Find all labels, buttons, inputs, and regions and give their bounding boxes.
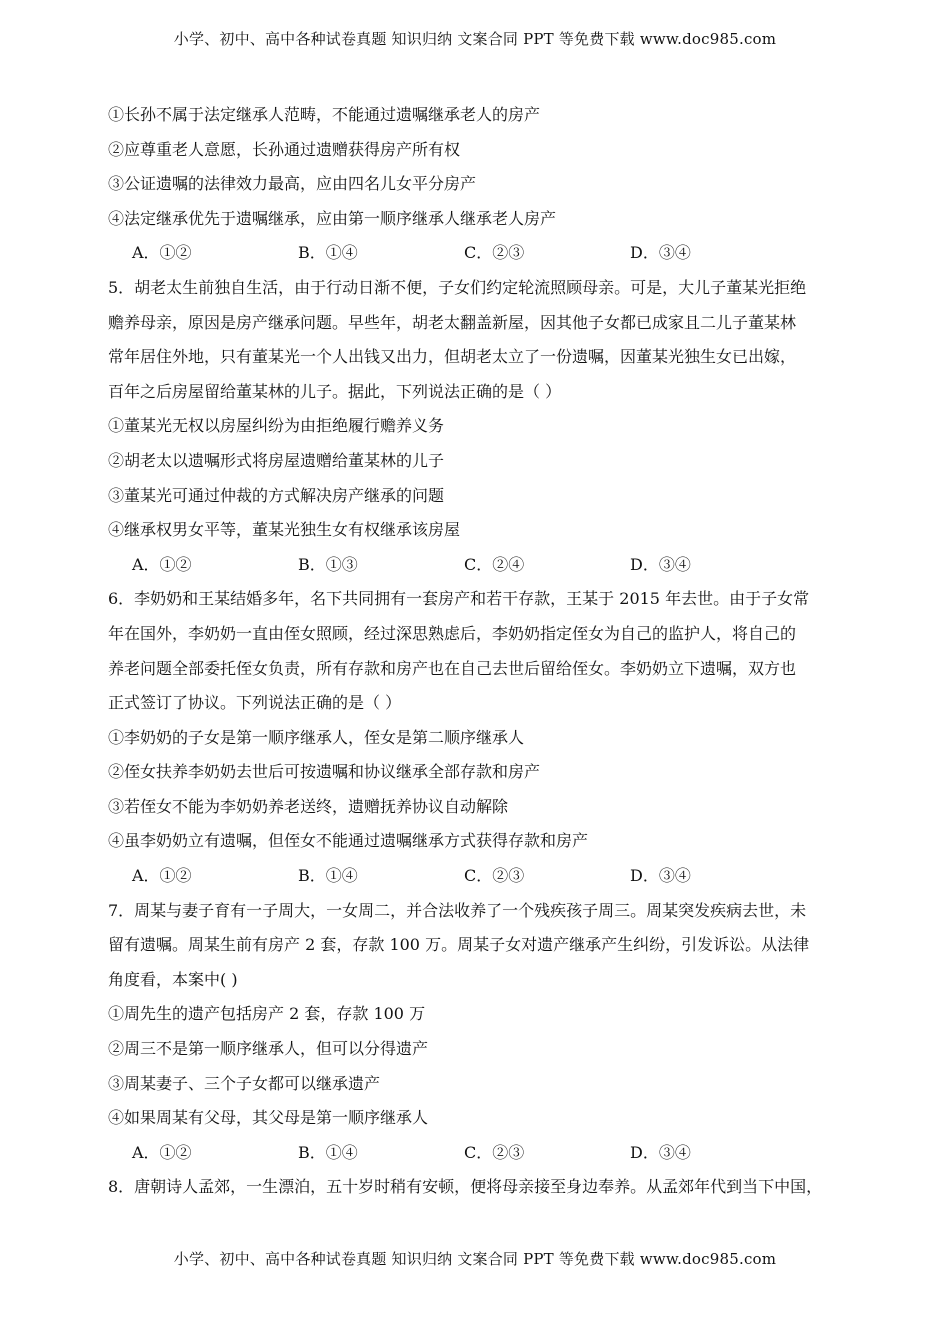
q7-item-1: ①周先生的遗产包括房产 2 套，存款 100 万 — [108, 1004, 426, 1024]
q4-item-3: ③公证遗嘱的法律效力最高，应由四名儿女平分房产 — [108, 174, 477, 194]
q6-option-a: A．①② — [132, 866, 192, 886]
q5-stem-line-4: 百年之后房屋留给董某林的儿子。据此，下列说法正确的是（ ） — [108, 381, 562, 401]
q7-item-4: ④如果周某有父母，其父母是第一顺序继承人 — [108, 1108, 429, 1128]
q5-option-d: D．③④ — [630, 554, 691, 574]
q4-option-c: C．②③ — [464, 243, 525, 263]
q5-item-4: ④继承权男女平等，董某光独生女有权继承该房屋 — [108, 520, 461, 540]
q7-option-a: A．①② — [132, 1142, 192, 1162]
q6-options — [108, 859, 853, 894]
q4-options — [108, 236, 853, 271]
q7-option-d: D．③④ — [630, 1142, 691, 1162]
q6-item-4: ④虽李奶奶立有遗嘱，但侄女不能通过遗嘱继承方式获得存款和房产 — [108, 831, 589, 851]
q6-stem-line-2: 年在国外，李奶奶一直由侄女照顾，经过深思熟虑后，李奶奶指定侄女为自己的监护人，将自己的 — [108, 623, 797, 643]
q5-option-c: C．②④ — [464, 554, 525, 574]
q6-stem-line-4: 正式签订了协议。下列说法正确的是（ ） — [108, 693, 402, 713]
q4-item-2: ②应尊重老人意愿，长孙通过遗赠获得房产所有权 — [108, 139, 461, 159]
q6-item-1: ①李奶奶的子女是第一顺序继承人，侄女是第二顺序继承人 — [108, 727, 525, 747]
q6-option-d: D．③④ — [630, 866, 691, 886]
q6-stem-line-1: 6．李奶奶和王某结婚多年，名下共同拥有一套房产和若干存款，王某于 2015 年去世。由于子女常 — [108, 589, 810, 609]
q5-item-1: ①董某光无权以房屋纠纷为由拒绝履行赡养义务 — [108, 416, 445, 436]
q8-stem-line-1: 8．唐朝诗人孟郊，一生漂泊，五十岁时稍有安顿，便将母亲接至身边奉养。从孟郊年代到当下中国， — [108, 1177, 823, 1197]
q5-option-a: A．①② — [132, 554, 192, 574]
q5-stem-line-2: 赡养母亲，原因是房产继承问题。早些年，胡老太翻盖新屋，因其他子女都已成家且二儿子董某林 — [108, 312, 797, 332]
q4-option-a: A．①② — [132, 243, 192, 263]
q7-options — [108, 1136, 853, 1171]
q7-option-c: C．②③ — [464, 1142, 525, 1162]
q4-item-1: ①长孙不属于法定继承人范畴，不能通过遗嘱继承老人的房产 — [108, 105, 541, 124]
q5-stem-line-3: 常年居住外地，只有董某光一个人出钱又出力，但胡老太立了一份遗嘱，因董某光独生女已出嫁， — [108, 347, 797, 367]
q5-stem-line-1: 5．胡老太生前独自生活，由于行动日渐不便，子女们约定轮流照顾母亲。可是，大儿子董某光拒绝 — [108, 277, 807, 297]
q7-item-2: ②周三不是第一顺序继承人，但可以分得遗产 — [108, 1039, 429, 1059]
page-header: 小学、初中、高中各种试卷真题 知识归纳 文案合同 PPT 等免费下载 www.doc985.com — [173, 30, 777, 48]
q7-stem-line-3: 角度看，本案中( ) — [108, 969, 238, 989]
document-body — [108, 98, 853, 1205]
q7-stem-line-1: 7．周某与妻子育有一子周大，一女周二，并合法收养了一个残疾孩子周三。周某突发疾病去世，未 — [108, 900, 807, 920]
q7-option-b: B．①④ — [298, 1142, 358, 1162]
q5-options — [108, 548, 853, 583]
q4-option-b: B．①④ — [298, 243, 358, 263]
q4-option-d: D．③④ — [630, 243, 691, 263]
q5-item-3: ③董某光可通过仲裁的方式解决房产继承的问题 — [108, 485, 445, 505]
q5-option-b: B．①③ — [298, 554, 358, 574]
q5-item-2: ②胡老太以遗嘱形式将房屋遗赠给董某林的儿子 — [108, 450, 445, 470]
q7-stem-line-2: 留有遗嘱。周某生前有房产 2 套，存款 100 万。周某子女对遗产继承产生纠纷，引发诉讼。从法律 — [108, 935, 810, 955]
q6-item-3: ③若侄女不能为李奶奶养老送终，遗赠抚养协议自动解除 — [108, 796, 509, 816]
q6-stem-line-3: 养老问题全部委托侄女负责，所有存款和房产也在自己去世后留给侄女。李奶奶立下遗嘱，双方也 — [108, 658, 797, 678]
q6-item-2: ②侄女扶养李奶奶去世后可按遗嘱和协议继承全部存款和房产 — [108, 762, 541, 782]
q6-option-b: B．①④ — [298, 866, 358, 886]
q6-option-c: C．②③ — [464, 866, 525, 886]
page-footer: 小学、初中、高中各种试卷真题 知识归纳 文案合同 PPT 等免费下载 www.doc985.com — [173, 1250, 777, 1268]
q4-item-4: ④法定继承优先于遗嘱继承，应由第一顺序继承人继承老人房产 — [108, 208, 557, 228]
q7-item-3: ③周某妻子、三个子女都可以继承遗产 — [108, 1073, 381, 1093]
